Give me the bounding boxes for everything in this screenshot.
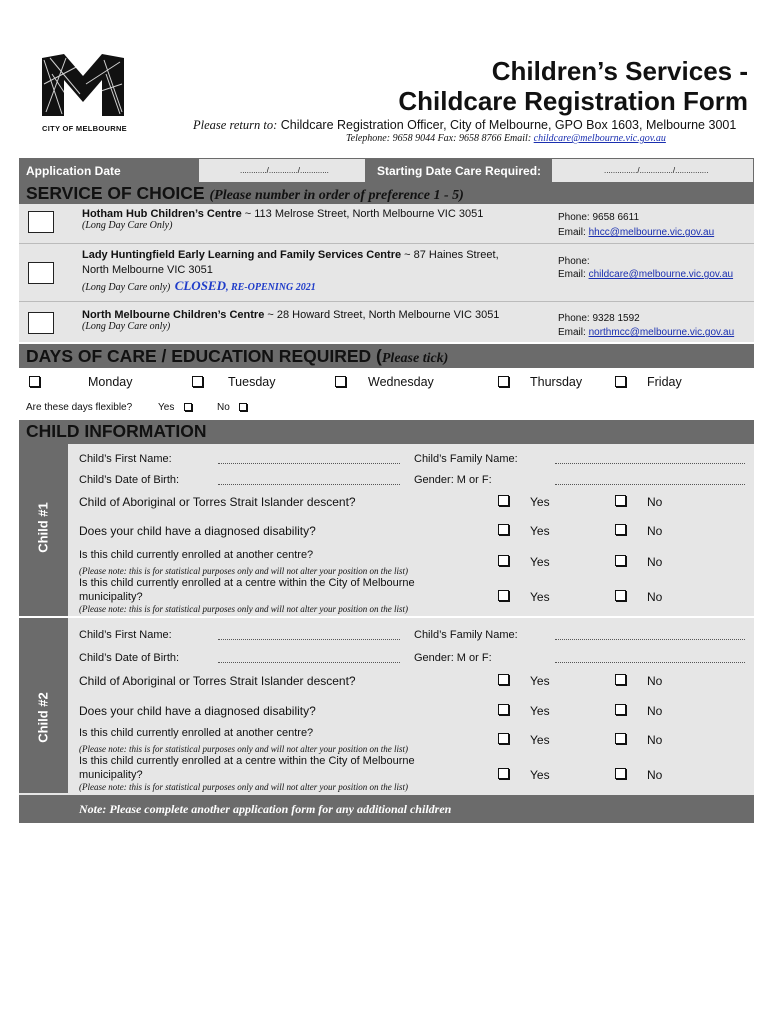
form-title-line1: Children’s Services - bbox=[491, 56, 748, 86]
child-1-disability-no-label: No bbox=[647, 524, 663, 538]
child-2-municipality-no-label: No bbox=[647, 768, 663, 782]
child-1-municipality-yes-label: Yes bbox=[530, 590, 550, 604]
day-thursday: Thursday bbox=[530, 375, 583, 389]
child-1-gender-field[interactable] bbox=[555, 484, 745, 485]
form-title-line2: Childcare Registration Form bbox=[398, 86, 748, 116]
child-2-aboriginal-no-label: No bbox=[647, 674, 663, 688]
starting-date-placeholder: .............../.............../............... bbox=[604, 166, 709, 175]
melbourne-m-icon bbox=[42, 54, 124, 116]
service-choice-title: SERVICE OF CHOICE bbox=[26, 183, 205, 203]
centre-preference-box-1[interactable] bbox=[28, 211, 54, 233]
child-2-aboriginal-yes-label: Yes bbox=[530, 674, 550, 688]
flexible-no-label: No bbox=[217, 402, 230, 413]
child-1-aboriginal-no-label: No bbox=[647, 495, 663, 509]
child-2-gender-label: Gender: M or F: bbox=[414, 652, 492, 664]
child-2-label: Child #2 bbox=[35, 692, 51, 743]
child-1-aboriginal-question: Child of Aboriginal or Torres Strait Islander descent? bbox=[79, 495, 356, 509]
child-2-aboriginal-no-checkbox[interactable] bbox=[615, 674, 626, 685]
centre-2-address: ~ 87 Haines Street, bbox=[401, 249, 499, 261]
child-1-aboriginal-yes-label: Yes bbox=[530, 495, 550, 509]
days-heading bbox=[26, 346, 448, 367]
centre-1-name: Hotham Hub Children’s Centre bbox=[82, 208, 242, 220]
centre-1-email-link[interactable]: hhcc@melbourne.vic.gov.au bbox=[588, 227, 715, 238]
centre-3-email-link[interactable]: northmcc@melbourne.vic.gov.au bbox=[588, 327, 735, 338]
centre-2-name: Lady Huntingfield Early Learning and Family Services Centre bbox=[82, 249, 402, 261]
child-2-disability-yes-checkbox[interactable] bbox=[498, 704, 509, 715]
centre-preference-box-2[interactable] bbox=[28, 262, 54, 284]
child-1-dob-label: Child’s Date of Birth: bbox=[79, 474, 180, 486]
flexible-yes-checkbox[interactable] bbox=[184, 403, 192, 411]
child-1-municipality-note: (Please note: this is for statistical purposes only and will not alter your position on the list) bbox=[79, 604, 408, 614]
child-2-enrolled-no-checkbox[interactable] bbox=[615, 733, 626, 744]
centre-2-name-line bbox=[82, 249, 499, 261]
child-1-enrolled-question: Is this child currently enrolled at another centre? bbox=[79, 549, 314, 561]
child-1-first-name-label: Child’s First Name: bbox=[79, 453, 172, 465]
child-separator bbox=[19, 616, 754, 618]
child-2-enrolled-yes-checkbox[interactable] bbox=[498, 733, 509, 744]
contact-details bbox=[346, 133, 666, 144]
flexible-question: Are these days flexible? bbox=[26, 402, 133, 413]
contact-text: Telephone: 9658 9044 Fax: 9658 8766 Email: bbox=[346, 133, 532, 144]
flexible-yes-label: Yes bbox=[158, 402, 175, 413]
centre-3-address: ~ 28 Howard Street, North Melbourne VIC 3051 bbox=[264, 309, 500, 321]
contact-email-link[interactable]: childcare@melbourne.vic.gov.au bbox=[533, 133, 666, 144]
day-wednesday: Wednesday bbox=[368, 375, 434, 389]
child-2-dob-label: Child’s Date of Birth: bbox=[79, 652, 180, 664]
child-2-municipality-question-2: municipality? bbox=[79, 769, 143, 781]
service-choice-note: (Please number in order of preference 1 - 5) bbox=[209, 188, 464, 203]
child-2-enrolled-note: (Please note: this is for statistical purposes only and will not alter your position on the list) bbox=[79, 744, 408, 754]
centre-1-email-label: Email: bbox=[558, 227, 586, 238]
divider bbox=[19, 301, 754, 302]
flexible-no-checkbox[interactable] bbox=[239, 403, 247, 411]
child-1-enrolled-no-checkbox[interactable] bbox=[615, 555, 626, 566]
child-1-enrolled-no-label: No bbox=[647, 555, 663, 569]
centre-3-name-line bbox=[82, 309, 499, 321]
child-2-municipality-question-1: Is this child currently enrolled at a centre within the City of Melbourne bbox=[79, 755, 415, 767]
centre-3-email-label: Email: bbox=[558, 327, 586, 338]
return-prefix: Please return to: bbox=[193, 118, 278, 132]
child-2-dob-field[interactable] bbox=[218, 662, 400, 663]
child-1-family-name-label: Child’s Family Name: bbox=[414, 453, 518, 465]
child-1-aboriginal-yes-checkbox[interactable] bbox=[498, 495, 509, 506]
child-1-disability-no-checkbox[interactable] bbox=[615, 524, 626, 535]
day-friday: Friday bbox=[647, 375, 682, 389]
child-info-heading: CHILD INFORMATION bbox=[26, 421, 207, 441]
city-of-melbourne-logo bbox=[42, 54, 127, 133]
child-2-enrolled-no-label: No bbox=[647, 733, 663, 747]
child-2-enrolled-yes-label: Yes bbox=[530, 733, 550, 747]
centre-2-phone: Phone: bbox=[558, 256, 590, 267]
child-1-disability-question: Does your child have a diagnosed disability? bbox=[79, 524, 316, 538]
centre-3-type: (Long Day Care only) bbox=[82, 321, 171, 332]
child-2-first-name-field[interactable] bbox=[218, 639, 400, 640]
child-1-family-name-field[interactable] bbox=[555, 463, 745, 464]
day-monday: Monday bbox=[88, 375, 133, 389]
thursday-checkbox[interactable] bbox=[498, 376, 509, 387]
child-2-disability-yes-label: Yes bbox=[530, 704, 550, 718]
centre-1-address: ~ 113 Melrose Street, North Melbourne VIC 3051 bbox=[241, 208, 484, 220]
child-1-municipality-yes-checkbox[interactable] bbox=[498, 590, 509, 601]
child-2-family-name-label: Child’s Family Name: bbox=[414, 629, 518, 641]
starting-date-label: Starting Date Care Required: bbox=[377, 164, 542, 178]
child-1-label: Child #1 bbox=[35, 502, 51, 553]
child-1-enrolled-yes-label: Yes bbox=[530, 555, 550, 569]
centre-2-address-line2: North Melbourne VIC 3051 bbox=[82, 264, 213, 276]
centre-3-name: North Melbourne Children’s Centre bbox=[82, 309, 265, 321]
child-1-municipality-no-checkbox[interactable] bbox=[615, 590, 626, 601]
child-2-municipality-no-checkbox[interactable] bbox=[615, 768, 626, 779]
child-2-disability-no-checkbox[interactable] bbox=[615, 704, 626, 715]
service-choice-heading bbox=[26, 183, 464, 204]
child-1-enrolled-note: (Please note: this is for statistical purposes only and will not alter your position on the list) bbox=[79, 566, 408, 576]
child-1-disability-yes-label: Yes bbox=[530, 524, 550, 538]
centre-2-email-label: Email: bbox=[558, 269, 586, 280]
child-1-disability-yes-checkbox[interactable] bbox=[498, 524, 509, 535]
child-2-aboriginal-question: Child of Aboriginal or Torres Strait Islander descent? bbox=[79, 674, 356, 688]
tuesday-checkbox[interactable] bbox=[192, 376, 203, 387]
child-1-gender-label: Gender: M or F: bbox=[414, 474, 492, 486]
child-2-first-name-label: Child’s First Name: bbox=[79, 629, 172, 641]
day-tuesday: Tuesday bbox=[228, 375, 276, 389]
days-title: DAYS OF CARE / EDUCATION REQUIRED ( bbox=[26, 346, 382, 366]
friday-checkbox[interactable] bbox=[615, 376, 626, 387]
centre-2-email-line bbox=[558, 269, 733, 280]
logo-caption: CITY OF MELBOURNE bbox=[42, 124, 127, 133]
days-note: Please tick) bbox=[381, 351, 449, 366]
footer-note: Note: Please complete another application form for any additional children bbox=[79, 802, 452, 816]
centre-2-closed: CLOSED bbox=[174, 278, 226, 293]
centre-1-name-line bbox=[82, 208, 483, 220]
centre-2-type: (Long Day Care only) bbox=[82, 282, 171, 293]
child-1-municipality-question-2: municipality? bbox=[79, 591, 143, 603]
child-1-municipality-question-1: Is this child currently enrolled at a centre within the City of Melbourne bbox=[79, 577, 415, 589]
centre-preference-box-3[interactable] bbox=[28, 312, 54, 334]
child-2-gender-field[interactable] bbox=[555, 662, 745, 663]
centre-1-phone: Phone: 9658 6611 bbox=[558, 212, 640, 223]
divider bbox=[19, 243, 754, 244]
application-date-label: Application Date bbox=[26, 164, 121, 178]
child-2-aboriginal-yes-checkbox[interactable] bbox=[498, 674, 509, 685]
return-address bbox=[193, 118, 736, 133]
wednesday-checkbox[interactable] bbox=[335, 376, 346, 387]
child-2-municipality-yes-checkbox[interactable] bbox=[498, 768, 509, 779]
centre-1-email-line bbox=[558, 227, 714, 238]
child-1-dob-field[interactable] bbox=[218, 484, 400, 485]
child-2-disability-question: Does your child have a diagnosed disability? bbox=[79, 704, 316, 718]
centre-2-email-link[interactable]: childcare@melbourne.vic.gov.au bbox=[588, 269, 734, 280]
child-2-disability-no-label: No bbox=[647, 704, 663, 718]
application-date-placeholder: ............/............./............. bbox=[240, 166, 329, 175]
return-text: Childcare Registration Officer, City of Melbourne, GPO Box 1603, Melbourne 3001 bbox=[280, 118, 737, 132]
child-2-enrolled-question: Is this child currently enrolled at another centre? bbox=[79, 727, 314, 739]
centre-3-email-line bbox=[558, 327, 734, 338]
centre-3-phone: Phone: 9328 1592 bbox=[558, 313, 640, 324]
child-2-municipality-yes-label: Yes bbox=[530, 768, 550, 782]
child-2-municipality-note: (Please note: this is for statistical purposes only and will not alter your position on the list) bbox=[79, 782, 408, 792]
centre-2-status-line bbox=[82, 277, 316, 295]
child-1-municipality-no-label: No bbox=[647, 590, 663, 604]
child-1-first-name-field[interactable] bbox=[218, 463, 400, 464]
child-1-enrolled-yes-checkbox[interactable] bbox=[498, 555, 509, 566]
centre-2-reopening: , RE-OPENING 2021 bbox=[225, 282, 316, 293]
monday-checkbox[interactable] bbox=[29, 376, 40, 387]
child-1-aboriginal-no-checkbox[interactable] bbox=[615, 495, 626, 506]
child-2-family-name-field[interactable] bbox=[555, 639, 745, 640]
centre-1-type: (Long Day Care Only) bbox=[82, 220, 173, 231]
